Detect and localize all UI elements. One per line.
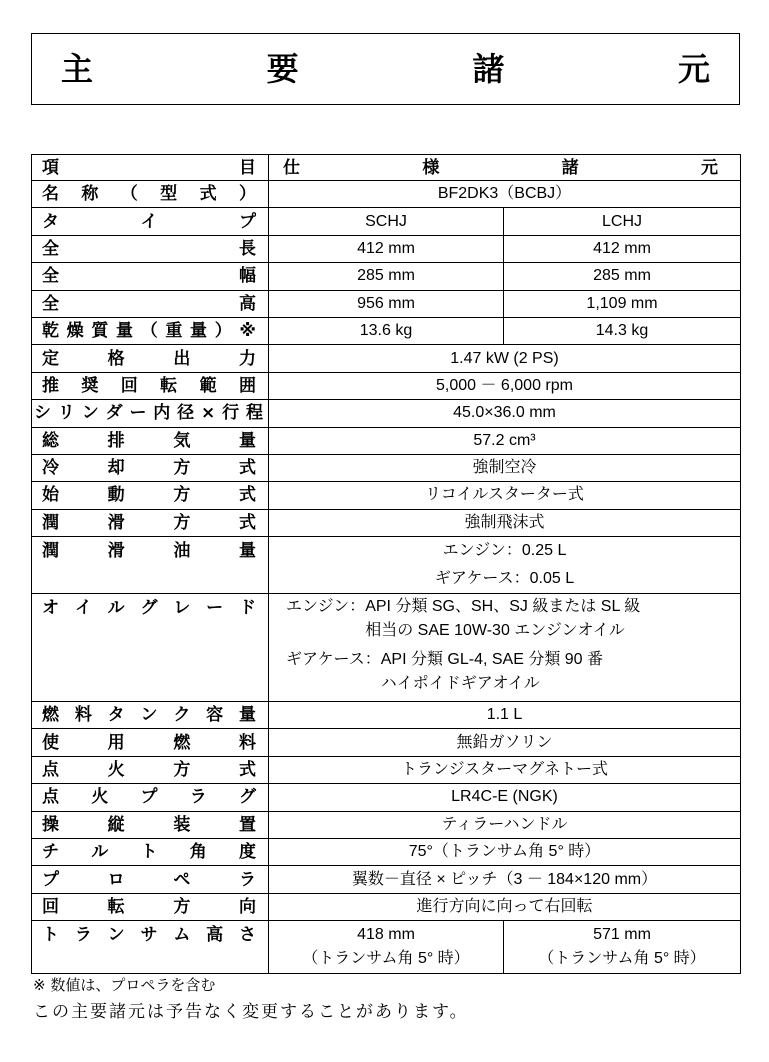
label-char: 火 bbox=[107, 760, 125, 781]
value-cell-lchj bbox=[504, 921, 741, 974]
value-cell bbox=[269, 702, 741, 729]
spec-row-starting bbox=[32, 482, 741, 509]
label-char: 範 bbox=[199, 375, 217, 396]
label-char: 点 bbox=[42, 760, 59, 781]
label-char: イ bbox=[74, 598, 92, 619]
value-cell bbox=[269, 784, 741, 811]
spec-label bbox=[42, 869, 256, 891]
label-char: 動 bbox=[107, 485, 125, 506]
spec-label bbox=[42, 732, 256, 754]
spec-label bbox=[42, 348, 256, 370]
label-char: 置 bbox=[238, 814, 256, 835]
label-char: 程 bbox=[245, 403, 263, 424]
label-char: 方 bbox=[173, 458, 191, 479]
label-char: タ bbox=[42, 211, 59, 232]
spec-row-rpm-range bbox=[32, 372, 741, 399]
header-item bbox=[42, 157, 256, 179]
spec-label bbox=[34, 402, 263, 424]
label-cell bbox=[32, 893, 269, 920]
spec-value: 285 mm bbox=[357, 267, 415, 285]
label-char: 推 bbox=[42, 375, 59, 396]
value-cell bbox=[269, 181, 741, 208]
label-char: 様 bbox=[422, 157, 440, 178]
spec-value: 5,000 － 6,000 rpm bbox=[436, 376, 573, 394]
label-char: 滑 bbox=[107, 512, 125, 533]
spec-value: 強制飛沫式 bbox=[464, 513, 545, 531]
label-char: 元 bbox=[700, 157, 718, 178]
spec-value: ティラーハンドル bbox=[441, 815, 568, 833]
spec-table bbox=[31, 154, 741, 974]
label-cell bbox=[32, 208, 269, 235]
label-char: オ bbox=[42, 598, 59, 619]
label-char: 方 bbox=[173, 485, 191, 506]
label-char: ） bbox=[238, 184, 256, 205]
label-char: 力 bbox=[238, 348, 256, 369]
value-cell bbox=[269, 454, 741, 481]
spec-row-propeller bbox=[32, 866, 741, 893]
label-cell bbox=[32, 594, 269, 702]
oil-grade-gearcase bbox=[286, 648, 740, 696]
header-spec bbox=[283, 157, 718, 179]
label-char: 格 bbox=[107, 348, 125, 369]
label-char: 向 bbox=[238, 897, 256, 917]
label-char: 目 bbox=[239, 157, 256, 178]
label-char: ※ bbox=[239, 321, 256, 342]
label-char: （ bbox=[120, 184, 138, 205]
label-char: ー bbox=[206, 598, 224, 619]
label-char: 燥 bbox=[66, 321, 84, 342]
label-char: 重 bbox=[165, 321, 183, 342]
value-cell bbox=[269, 482, 741, 509]
label-cell bbox=[32, 509, 269, 536]
spec-label bbox=[42, 924, 256, 946]
spec-row-dry-mass bbox=[32, 317, 741, 344]
spec-value: 1.47 kW (2 PS) bbox=[450, 349, 559, 367]
spec-label bbox=[42, 183, 256, 205]
label-char: ル bbox=[107, 598, 125, 619]
label-char: 度 bbox=[239, 842, 256, 863]
spec-label bbox=[42, 484, 256, 506]
spec-row-ignition bbox=[32, 756, 741, 783]
label-char: 点 bbox=[42, 787, 59, 808]
label-cell bbox=[32, 235, 269, 262]
label-char: 量 bbox=[238, 705, 256, 726]
label-char: 式 bbox=[238, 485, 256, 506]
spec-label bbox=[42, 430, 256, 452]
spec-label bbox=[42, 375, 256, 397]
label-cell bbox=[32, 866, 269, 893]
spec-label bbox=[42, 540, 256, 562]
spec-row-transom-height bbox=[32, 921, 741, 974]
label-char: レ bbox=[173, 598, 191, 619]
label-char: 潤 bbox=[42, 512, 59, 533]
label-char: 燃 bbox=[42, 705, 59, 726]
spec-value: 412 mm bbox=[593, 239, 651, 257]
label-char: 用 bbox=[107, 732, 125, 753]
value-cell bbox=[269, 509, 741, 536]
label-char: 量 bbox=[116, 321, 134, 342]
spec-row-fuel bbox=[32, 729, 741, 756]
label-char: 元 bbox=[677, 50, 710, 88]
label-char: 回 bbox=[120, 375, 138, 396]
value-cell bbox=[269, 866, 741, 893]
label-char: プ bbox=[42, 869, 59, 890]
spec-label bbox=[42, 293, 256, 315]
label-char: 項 bbox=[42, 157, 59, 178]
value-cell bbox=[269, 372, 741, 399]
label-char: 排 bbox=[107, 430, 125, 451]
spec-value: 無鉛ガソリン bbox=[456, 733, 553, 751]
disclaimer: この主要諸元は予告なく変更することがあります。 bbox=[33, 1002, 469, 1022]
label-char: 内 bbox=[153, 403, 171, 424]
spec-row-cooling bbox=[32, 454, 741, 481]
oil-grade-line: ハイポイドギアオイル bbox=[380, 675, 540, 693]
value-cell bbox=[269, 839, 741, 866]
label-char: 転 bbox=[107, 897, 125, 917]
value-cell-schj bbox=[269, 921, 504, 974]
spec-value: 14.3 kg bbox=[595, 322, 649, 340]
label-char: ー bbox=[129, 403, 147, 424]
spec-row-overall-width bbox=[32, 263, 741, 290]
label-char: タ bbox=[107, 705, 125, 726]
label-char: グ bbox=[140, 598, 158, 619]
value-cell-lchj bbox=[504, 263, 741, 290]
label-cell bbox=[32, 811, 269, 838]
label-char: 操 bbox=[42, 814, 59, 835]
spec-value: 強制空冷 bbox=[472, 459, 537, 477]
label-char: 火 bbox=[91, 787, 109, 808]
label-char: 高 bbox=[206, 925, 224, 946]
label-char: グ bbox=[239, 787, 256, 808]
label-cell bbox=[32, 400, 269, 427]
label-char: × bbox=[201, 403, 216, 424]
spec-value: 75°（トランサム角 5° 時） bbox=[408, 843, 601, 861]
spec-label bbox=[42, 265, 256, 287]
label-char: 行 bbox=[222, 403, 240, 424]
label-char: サ bbox=[140, 925, 158, 946]
value-cell-lchj bbox=[504, 208, 741, 235]
label-char: 燃 bbox=[173, 732, 191, 753]
label-char: 定 bbox=[42, 348, 59, 369]
value-cell bbox=[269, 345, 741, 372]
spec-value: 進行方向に向って右回転 bbox=[416, 898, 593, 915]
label-char: 要 bbox=[266, 50, 299, 88]
value-cell-lchj bbox=[504, 290, 741, 317]
label-char: プ bbox=[239, 211, 256, 232]
spec-label bbox=[42, 457, 256, 479]
spec-value: SCHJ bbox=[365, 212, 407, 230]
oil-grade-prefix: ギアケース： bbox=[286, 651, 381, 669]
spec-value: 571 mm bbox=[593, 926, 651, 944]
spec-value: 1.1 L bbox=[486, 706, 523, 724]
oil-grade-lines bbox=[365, 595, 640, 643]
value-cell bbox=[269, 427, 741, 454]
label-char: ド bbox=[238, 598, 256, 619]
label-cell bbox=[32, 427, 269, 454]
label-char: ル bbox=[91, 842, 109, 863]
table-header-row bbox=[32, 155, 741, 181]
label-char: ラ bbox=[238, 869, 256, 890]
value-cell bbox=[269, 400, 741, 427]
header-spec-cell bbox=[269, 155, 741, 181]
label-char: ロ bbox=[107, 869, 125, 890]
label-char: ダ bbox=[105, 403, 123, 424]
spec-row-oil-grade bbox=[32, 594, 741, 702]
label-cell bbox=[32, 921, 269, 974]
footnote: ※ 数値は、プロペラを含む bbox=[33, 976, 216, 994]
label-cell bbox=[32, 729, 269, 756]
label-char: 径 bbox=[177, 403, 195, 424]
label-char: 諸 bbox=[561, 157, 579, 178]
label-char: 始 bbox=[42, 485, 59, 506]
label-char: 方 bbox=[173, 512, 191, 533]
oil-grade-line: 相当の SAE 10W-30 エンジンオイル bbox=[365, 622, 625, 640]
oil-grade-lines bbox=[381, 648, 603, 696]
label-char: 量 bbox=[238, 541, 256, 562]
spec-label bbox=[42, 704, 256, 726]
label-char: ） bbox=[214, 321, 232, 342]
spec-value: 956 mm bbox=[357, 294, 415, 312]
spec-value: BF2DK3（BCBJ） bbox=[437, 185, 572, 203]
label-char: 総 bbox=[42, 430, 59, 451]
spec-row-rotation bbox=[32, 893, 741, 920]
oil-grade-engine bbox=[286, 595, 740, 643]
spec-label bbox=[42, 786, 256, 808]
page-title bbox=[61, 49, 710, 89]
spec-row-lubrication bbox=[32, 509, 741, 536]
header-item-cell bbox=[32, 155, 269, 181]
label-cell bbox=[32, 345, 269, 372]
value-cell-schj bbox=[269, 263, 504, 290]
label-char: プ bbox=[140, 787, 158, 808]
label-char: 料 bbox=[74, 705, 92, 726]
spec-value: LCHJ bbox=[601, 212, 642, 230]
value-cell-schj bbox=[269, 235, 504, 262]
spec-label bbox=[42, 841, 256, 863]
label-char: 奨 bbox=[81, 375, 99, 396]
spec-label bbox=[42, 814, 256, 836]
label-char: 縦 bbox=[107, 814, 125, 835]
label-cell bbox=[32, 702, 269, 729]
label-cell bbox=[32, 181, 269, 208]
label-char: ラ bbox=[74, 925, 92, 946]
spec-value: 翼数－直径 × ピッチ（3 － 184×120 mm） bbox=[351, 870, 658, 888]
label-char: 方 bbox=[173, 760, 191, 781]
value-cell-lchj bbox=[504, 317, 741, 344]
spec-label bbox=[42, 320, 256, 342]
label-char: ペ bbox=[173, 869, 191, 890]
label-cell bbox=[32, 290, 269, 317]
label-char: 潤 bbox=[42, 541, 59, 562]
spec-value: リコイルスターター式 bbox=[425, 486, 584, 504]
label-char: 回 bbox=[42, 897, 59, 917]
label-char: 却 bbox=[107, 458, 125, 479]
label-char: リ bbox=[57, 403, 75, 424]
title-box bbox=[31, 33, 740, 105]
label-char: ン bbox=[140, 705, 158, 726]
label-char: 量 bbox=[238, 430, 256, 451]
label-cell bbox=[32, 784, 269, 811]
label-char: ラ bbox=[189, 787, 207, 808]
label-char: ト bbox=[140, 842, 158, 863]
label-char: 装 bbox=[173, 814, 191, 835]
label-char: シ bbox=[34, 403, 51, 424]
label-char: 油 bbox=[173, 541, 191, 562]
value-cell-schj bbox=[269, 208, 504, 235]
label-char: イ bbox=[140, 211, 158, 232]
label-char: 冷 bbox=[42, 458, 59, 479]
label-char: ク bbox=[173, 705, 191, 726]
label-char: 諸 bbox=[472, 50, 505, 88]
label-char: 全 bbox=[42, 266, 59, 287]
spec-label bbox=[42, 211, 256, 233]
label-char: 料 bbox=[238, 732, 256, 753]
spec-value: 285 mm bbox=[593, 267, 651, 285]
oil-grade-prefix: エンジン： bbox=[286, 598, 366, 616]
label-char: ム bbox=[173, 925, 191, 946]
label-char: 型 bbox=[160, 184, 178, 205]
oil-grade-line: API 分類 GL-4, SAE 分類 90 番 bbox=[380, 651, 604, 669]
label-cell bbox=[32, 839, 269, 866]
spec-value-gearcase-oil: ギアケース：0.05 L bbox=[434, 570, 575, 588]
spec-value: トランジスターマグネトー式 bbox=[401, 761, 608, 779]
spec-label bbox=[42, 759, 256, 781]
label-char: 式 bbox=[238, 458, 256, 479]
spec-value: 1,109 mm bbox=[586, 294, 658, 312]
spec-row-steering bbox=[32, 811, 741, 838]
label-char: 乾 bbox=[42, 321, 59, 342]
value-cell-schj bbox=[269, 317, 504, 344]
label-cell bbox=[32, 756, 269, 783]
label-cell bbox=[32, 317, 269, 344]
spec-row-spark-plug bbox=[32, 784, 741, 811]
spec-value: LR4C-E (NGK) bbox=[451, 788, 558, 806]
label-char: 囲 bbox=[238, 375, 256, 396]
spec-label bbox=[42, 597, 256, 619]
label-char: 全 bbox=[42, 293, 59, 314]
label-char: 名 bbox=[42, 184, 59, 205]
spec-label bbox=[42, 238, 256, 260]
oil-grade-line: API 分類 SG、SH、SJ 級または SL 級 bbox=[365, 598, 641, 616]
label-cell bbox=[32, 482, 269, 509]
spec-row-tilt-angle bbox=[32, 839, 741, 866]
spec-value: 412 mm bbox=[357, 239, 415, 257]
spec-row-type bbox=[32, 208, 741, 235]
spec-row-name bbox=[32, 181, 741, 208]
spec-row-fuel-tank bbox=[32, 702, 741, 729]
spec-value-engine-oil: エンジン：0.25 L bbox=[442, 542, 567, 560]
spec-row-rated-output bbox=[32, 345, 741, 372]
label-char: ト bbox=[42, 925, 59, 946]
spec-label bbox=[42, 512, 256, 534]
value-cell-lchj bbox=[504, 235, 741, 262]
label-char: 質 bbox=[91, 321, 109, 342]
label-char: 出 bbox=[173, 348, 191, 369]
label-cell bbox=[32, 454, 269, 481]
label-char: 転 bbox=[160, 375, 178, 396]
label-char: 長 bbox=[239, 238, 256, 259]
label-cell bbox=[32, 263, 269, 290]
label-char: 式 bbox=[199, 184, 217, 205]
spec-value: 13.6 kg bbox=[359, 322, 413, 340]
label-char: 使 bbox=[42, 732, 59, 753]
value-cell bbox=[269, 594, 741, 702]
label-char: 方 bbox=[173, 897, 191, 917]
label-char: 全 bbox=[42, 238, 59, 259]
label-char: 容 bbox=[206, 705, 224, 726]
spec-value: 57.2 cm³ bbox=[473, 431, 536, 449]
label-char: 式 bbox=[238, 760, 256, 781]
label-cell bbox=[32, 372, 269, 399]
label-char: 仕 bbox=[283, 157, 300, 178]
spec-row-overall-height bbox=[32, 290, 741, 317]
value-cell bbox=[269, 893, 741, 920]
label-char: 式 bbox=[238, 512, 256, 533]
label-char: 称 bbox=[81, 184, 99, 205]
value-cell bbox=[269, 756, 741, 783]
label-cell bbox=[32, 537, 269, 594]
value-cell bbox=[269, 537, 741, 594]
label-char: 量 bbox=[190, 321, 208, 342]
label-char: 角 bbox=[189, 842, 207, 863]
spec-value-note: （トランサム角 5° 時） bbox=[302, 950, 470, 968]
value-cell bbox=[269, 729, 741, 756]
spec-label bbox=[42, 896, 256, 918]
label-char: チ bbox=[42, 842, 59, 863]
label-char: 滑 bbox=[107, 541, 125, 562]
value-cell bbox=[269, 811, 741, 838]
label-char: ン bbox=[81, 403, 99, 424]
spec-row-bore-stroke bbox=[32, 400, 741, 427]
label-char: ン bbox=[107, 925, 125, 946]
label-char: 気 bbox=[173, 430, 191, 451]
spec-value-note: （トランサム角 5° 時） bbox=[538, 950, 706, 968]
spec-row-oil-capacity bbox=[32, 537, 741, 594]
label-char: 主 bbox=[61, 50, 94, 88]
label-char: さ bbox=[238, 925, 256, 946]
label-char: 幅 bbox=[239, 266, 256, 287]
label-char: （ bbox=[140, 321, 158, 342]
spec-value: 418 mm bbox=[357, 926, 415, 944]
spec-value: 45.0×36.0 mm bbox=[453, 404, 556, 422]
spec-row-overall-length bbox=[32, 235, 741, 262]
spec-row-displacement bbox=[32, 427, 741, 454]
value-cell-schj bbox=[269, 290, 504, 317]
label-char: 高 bbox=[239, 293, 256, 314]
